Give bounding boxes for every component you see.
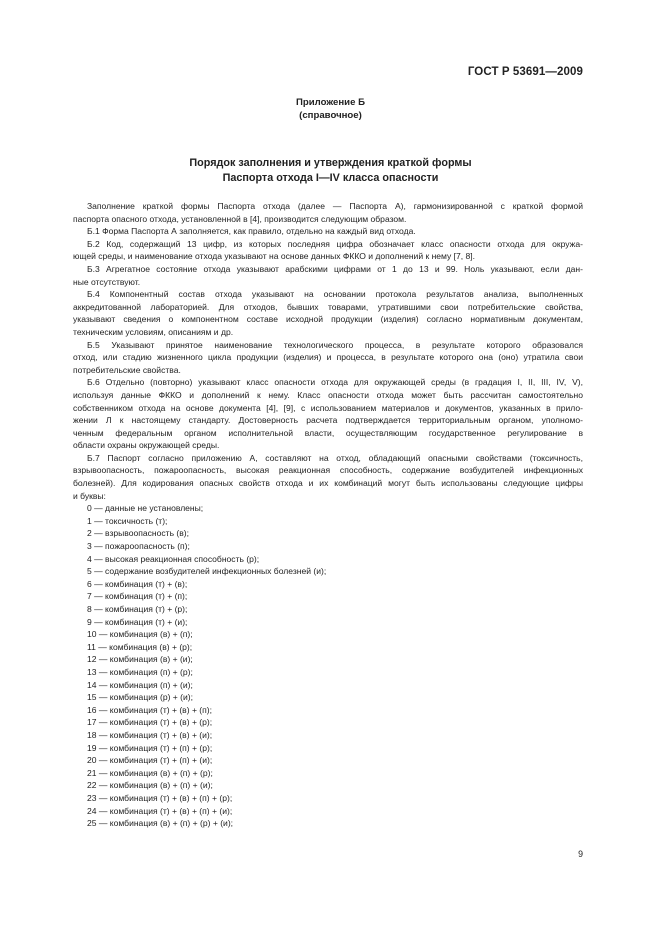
- list-item: 21 — комбинация (в) + (п) + (р);: [87, 767, 213, 778]
- paragraph-line: потребительские свойства.: [73, 364, 181, 375]
- appendix-title: Приложение Б: [296, 97, 365, 108]
- appendix-heading: [0, 96, 661, 122]
- list-item: 1 — токсичность (т);: [87, 515, 168, 526]
- paragraph-line: болезней). Для кодирования опасных свойств отхода и их комбинаций могут быть использованы следующие цифры: [73, 478, 583, 489]
- paragraph: [73, 225, 583, 238]
- paragraph-line: взрывоопасность, пожароопасность, высокая реакционная способность, содержание возбудителей инфекционных: [73, 465, 583, 476]
- list-item: 12 — комбинация (в) + (и);: [87, 654, 193, 665]
- paragraph-line: ющей среды, и наименование отхода указывают на основе данных ФККО и дополнений к нему [7, 8].: [73, 251, 476, 262]
- paragraph: [73, 339, 583, 377]
- list-item: 23 — комбинация (т) + (в) + (п) + (р);: [87, 792, 233, 803]
- section-title-line-1: Порядок заполнения и утверждения краткой формы: [189, 157, 472, 169]
- section-title-line-2: Паспорта отхода I—IV класса опасности: [222, 171, 439, 184]
- paragraph-line: жении Л к настоящему стандарту. Достоверность расчета подтверждается территориальным органом, уполномо-: [73, 415, 583, 426]
- paragraph-line: техническим условиям, описаниям и др.: [73, 326, 234, 337]
- paragraph-line: аккредитованной лабораторией. Для отходов, бывших товарами, утратившими свои потребительские свойства,: [73, 301, 583, 312]
- list-item: 0 — данные не установлены;: [87, 503, 204, 514]
- paragraph-line: Б.4 Компонентный состав отхода указывают на основании протокола результатов анализа, выполненных: [87, 289, 583, 300]
- paragraph: [73, 263, 583, 288]
- list-item: 9 — комбинация (т) + (и);: [87, 616, 188, 627]
- paragraph: [73, 376, 583, 452]
- paragraph-line: и буквы:: [73, 490, 106, 501]
- list-item: 10 — комбинация (в) + (п);: [87, 629, 193, 640]
- list-item: 7 — комбинация (т) + (п);: [87, 591, 188, 602]
- paragraph: [73, 200, 583, 225]
- hazard-code-list: [73, 502, 583, 829]
- list-item: 4 — высокая реакционная способность (р);: [87, 553, 260, 564]
- list-item: 2 — взрывоопасность (в);: [87, 528, 190, 539]
- list-item: 22 — комбинация (в) + (п) + (и);: [87, 780, 213, 791]
- page-number: 9: [578, 849, 583, 859]
- list-item: 13 — комбинация (п) + (р);: [87, 666, 193, 677]
- paragraph-line: указывают сведения о компонентном составе исходной продукции (изделия) согласно нормативным документам,: [73, 314, 583, 325]
- paragraph-line: Б.3 Агрегатное состояние отхода указывают арабскими цифрами от 1 до 13 и 99. Ноль указывают, если дан-: [87, 263, 583, 274]
- paragraph-line: используя данные ФККО и дополнений к нему. Класс опасности отхода может быть рассчитан самостоятельно: [73, 389, 583, 400]
- list-item: 14 — комбинация (п) + (и);: [87, 679, 193, 690]
- paragraph-line: Б.1 Форма Паспорта А заполняется, как правило, отдельно на каждый вид отхода.: [87, 226, 416, 237]
- appendix-subtitle: (справочное): [299, 110, 362, 121]
- body-text: [73, 200, 583, 830]
- list-item: 17 — комбинация (т) + (в) + (р);: [87, 717, 213, 728]
- list-item: 20 — комбинация (т) + (п) + (и);: [87, 755, 213, 766]
- list-item: 24 — комбинация (т) + (в) + (п) + (и);: [87, 805, 233, 816]
- paragraph-line: ные отсутствуют.: [73, 276, 141, 287]
- list-item: 5 — содержание возбудителей инфекционных болезней (и);: [87, 566, 327, 577]
- paragraph: [73, 288, 583, 338]
- paragraph-line: Б.2 Код, содержащий 13 цифр, из которых последняя цифра обозначает класс опасности отхода для окружа-: [87, 238, 583, 249]
- paragraph: [73, 238, 583, 263]
- paragraph-line: Заполнение краткой формы Паспорта отхода (далее — Паспорта А), гармонизированной с краткой формой: [87, 201, 583, 211]
- paragraph-line: области охраны окружающей среды.: [73, 440, 220, 451]
- list-item: 25 — комбинация (в) + (п) + (р) + (и);: [87, 818, 234, 829]
- paragraph-line: паспорта опасного отхода, установленной в [4], производится следующим образом.: [73, 213, 407, 224]
- list-item: 16 — комбинация (т) + (в) + (п);: [87, 704, 213, 715]
- paragraph-list: [73, 200, 583, 502]
- section-title: [0, 156, 661, 185]
- paragraph: [73, 452, 583, 502]
- list-item: 6 — комбинация (т) + (в);: [87, 578, 188, 589]
- list-item: 3 — пожароопасность (п);: [87, 541, 190, 552]
- paragraph-line: Б.5 Указывают принятое наименование технологического процесса, в результате которого образовался: [87, 339, 583, 350]
- paragraph-line: Б.7 Паспорт согласно приложению А, составляют на отход, обладающий опасными свойствами (токсичность,: [87, 452, 583, 463]
- list-item: 8 — комбинация (т) + (р);: [87, 604, 188, 614]
- list-item: 11 — комбинация (в) + (р);: [87, 641, 193, 652]
- paragraph-line: отход, или стадию жизненного цикла продукции (изделия) и процесса, в результате которого она (оно) утратила свои: [73, 352, 583, 363]
- list-item: 19 — комбинация (т) + (п) + (р);: [87, 742, 213, 753]
- standard-code: ГОСТ Р 53691—2009: [467, 66, 583, 78]
- list-item: 18 — комбинация (т) + (в) + (и);: [87, 729, 213, 740]
- paragraph-line: Б.6 Отдельно (повторно) указывают класс опасности отхода для окружающей среды (в градация I, II, III, IV, V),: [87, 377, 583, 388]
- paragraph-line: собственником отхода на основе документа [4], [9], с использованием материалов и документов, указанных в прило-: [73, 402, 583, 413]
- list-item: 15 — комбинация (р) + (и);: [87, 692, 194, 703]
- paragraph-line: ченным федеральным органом исполнительной власти, осуществляющим государственное регулирование в: [73, 427, 583, 438]
